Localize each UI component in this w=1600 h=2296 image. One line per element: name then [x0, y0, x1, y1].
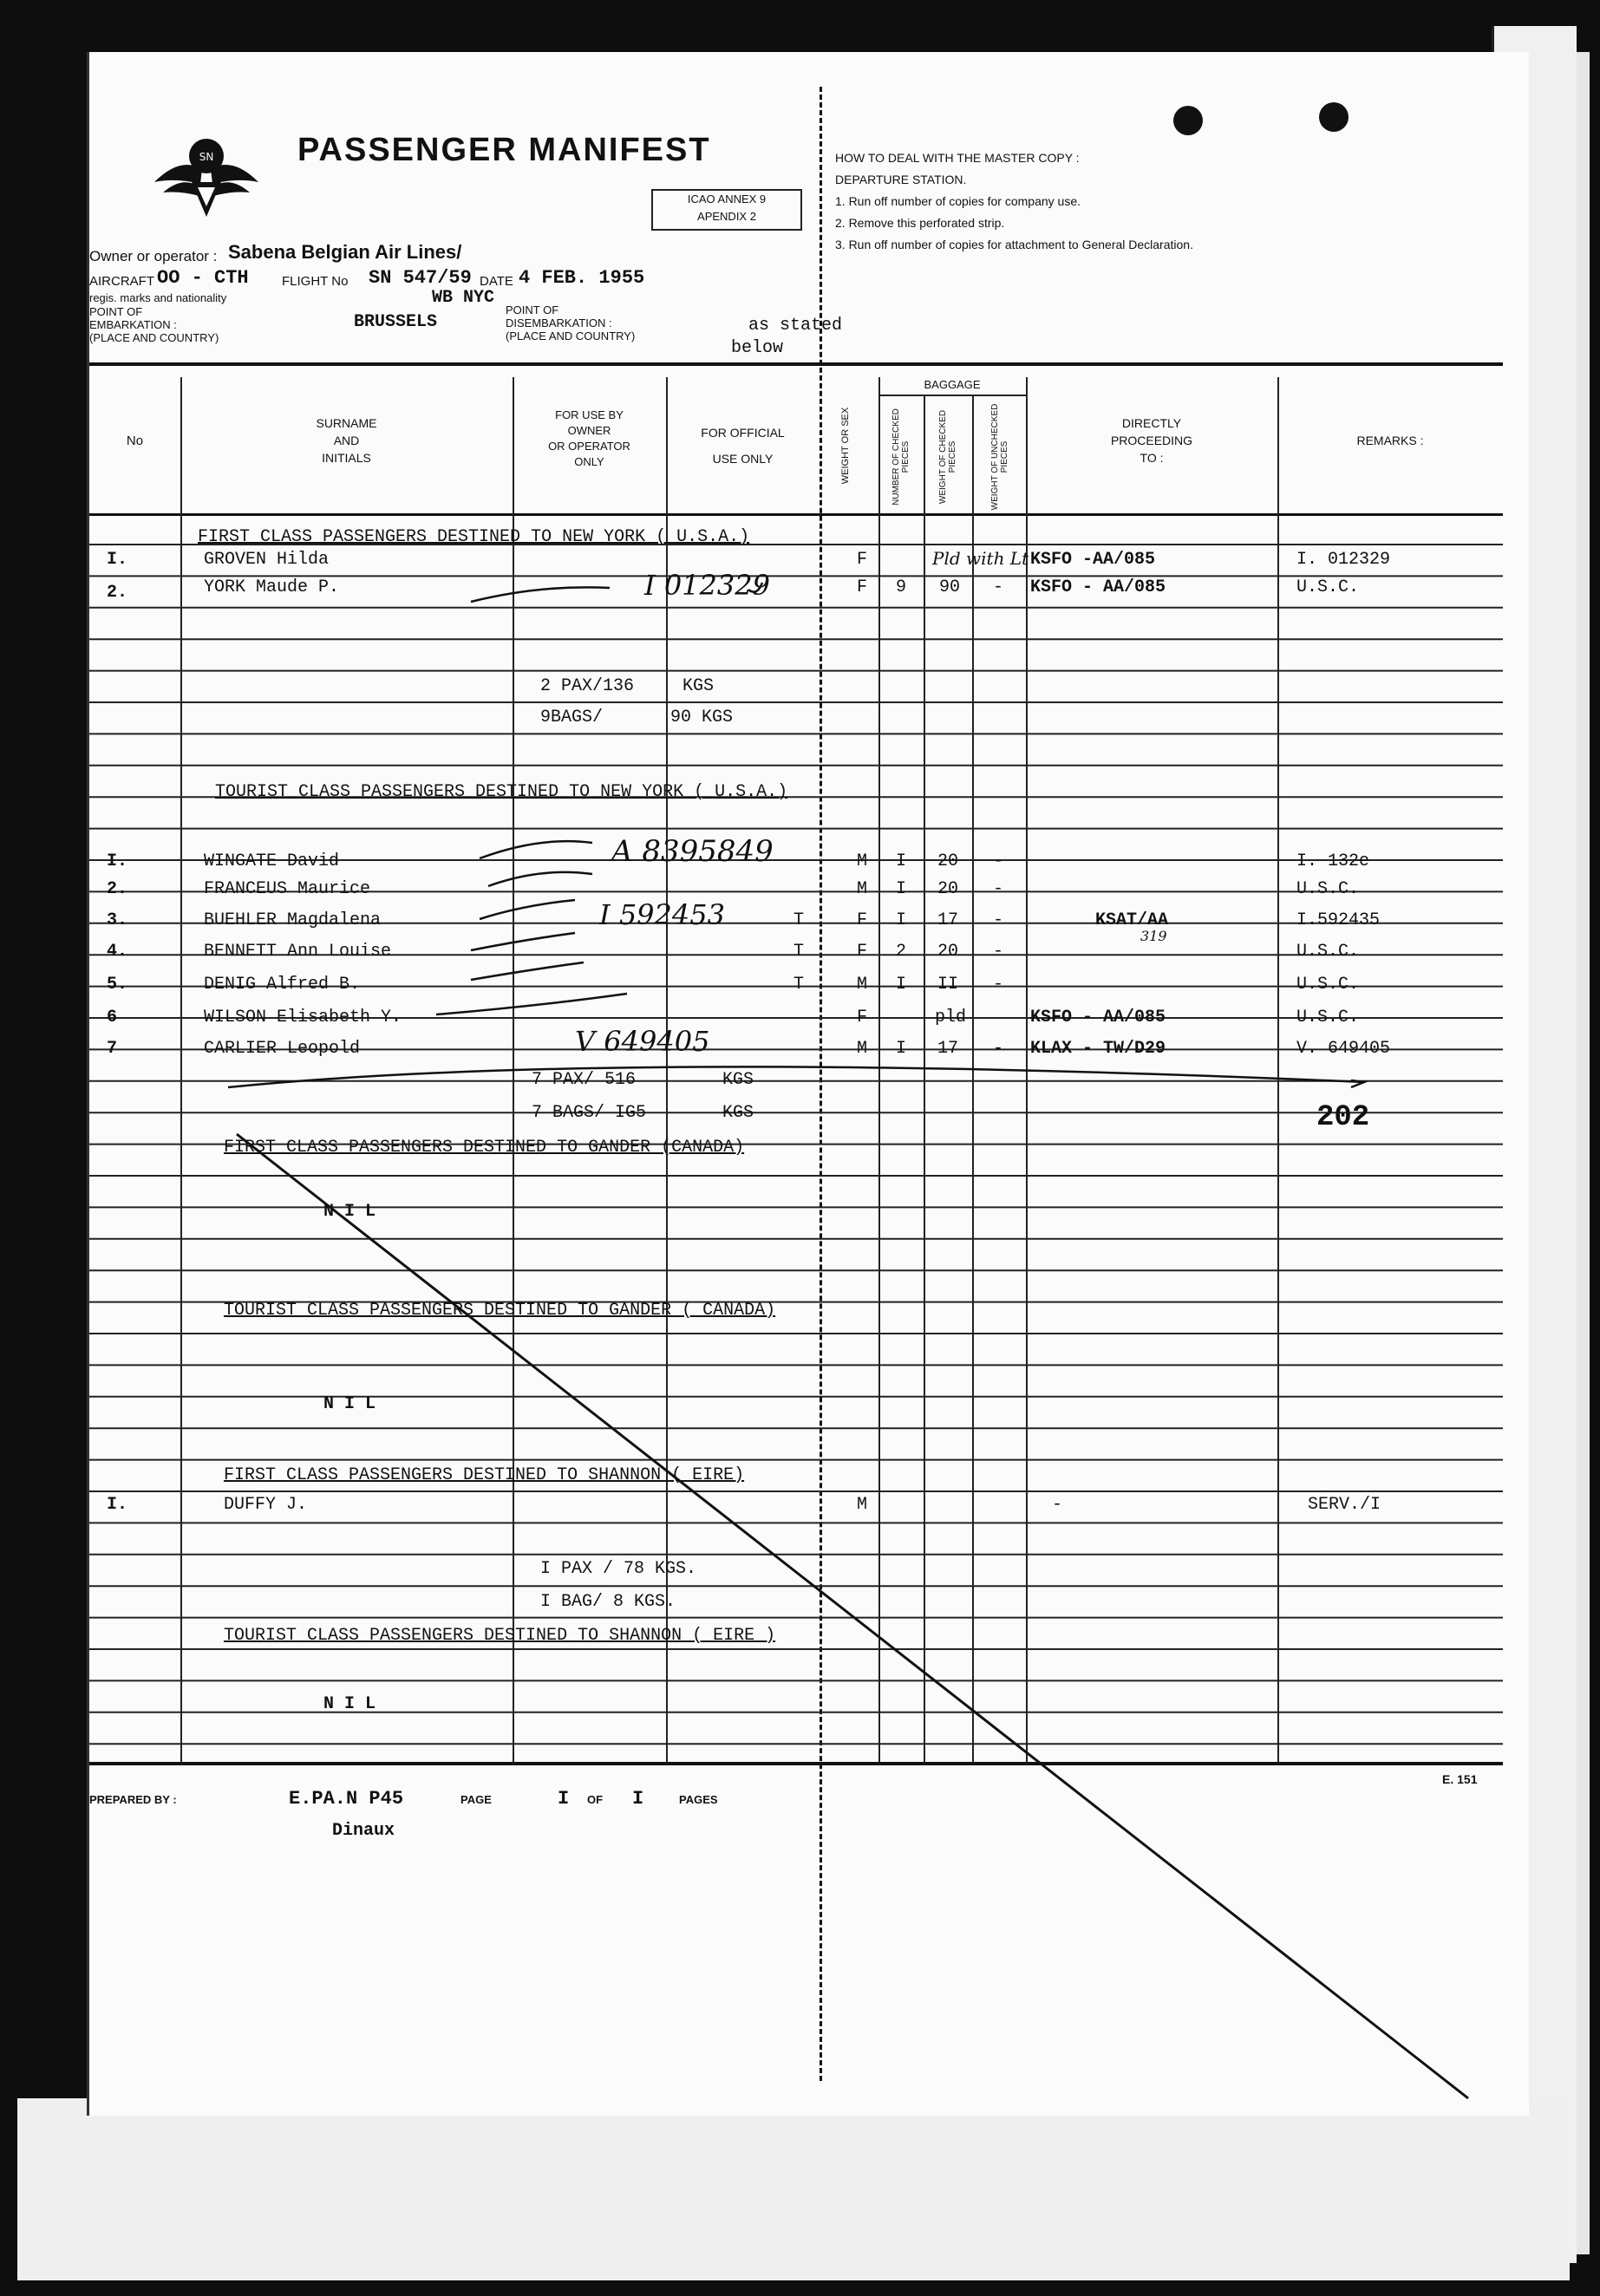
section-heading: TOURIST CLASS PASSENGERS DESTINED TO SHANNON ( EIRE )	[224, 1626, 776, 1646]
col-header-line: SURNAME	[316, 416, 377, 430]
total-pax: I PAX / 78 KGS.	[540, 1559, 697, 1579]
row-pieces: I	[896, 851, 907, 871]
page-value: I	[558, 1788, 570, 1810]
col-header-line: OWNER	[567, 424, 611, 437]
col-header-line: PROCEEDING	[1110, 434, 1193, 447]
pages-label: PAGES	[679, 1793, 718, 1806]
row-name: GROVEN Hilda	[204, 550, 330, 570]
aircraft-value: OO - CTH	[157, 267, 249, 289]
col-header-line: AND	[333, 434, 360, 447]
row-dest: KSFO - AA/085	[1030, 577, 1166, 597]
row-sex: M	[857, 1495, 868, 1515]
icao-line-2: APENDIX 2	[697, 210, 756, 223]
row-pieces: I	[896, 879, 907, 899]
col-header-line: USE ONLY	[712, 452, 774, 466]
of-label: OF	[587, 1793, 604, 1806]
aircraft-label: AIRCRAFT	[89, 274, 154, 289]
handwritten-total: 202	[1316, 1101, 1370, 1134]
row-wchk: 17	[937, 910, 959, 930]
disembark-label-line: DISEMBARKATION :	[506, 316, 612, 329]
row-no: 2.	[107, 583, 128, 603]
row-remarks: U.S.C.	[1296, 577, 1360, 597]
col-header-weight-checked: WEIGHT OF CHECKED PIECES	[938, 409, 957, 505]
row-wchk: 20	[937, 879, 959, 899]
wb-value: WB NYC	[432, 288, 495, 308]
row-remarks: V. 649405	[1296, 1039, 1391, 1059]
row-name: BENNETT Ann Louise	[204, 942, 392, 962]
row-dest: KLAX - TW/D29	[1030, 1039, 1166, 1059]
total-pax-unit: KGS	[682, 676, 715, 696]
row-no: 3.	[107, 910, 128, 930]
col-header-line: FOR USE BY	[555, 408, 624, 421]
disembark-label-line: POINT OF	[506, 303, 559, 316]
row-wunchk: -	[993, 851, 1004, 871]
row-dest: KSFO -AA/085	[1030, 550, 1156, 570]
row-remarks: SERV./I	[1308, 1495, 1381, 1515]
row-wunchk: -	[993, 975, 1004, 995]
row-pieces: I	[896, 1039, 907, 1059]
total-bags: I BAG/ 8 KGS.	[540, 1592, 676, 1612]
row-no: I.	[107, 1495, 128, 1515]
row-remarks: I. 012329	[1296, 550, 1391, 570]
total-pax-unit: KGS	[722, 1070, 754, 1090]
row-remarks: U.S.C.	[1296, 1008, 1360, 1027]
owner-value: Sabena Belgian Air Lines/	[228, 241, 462, 263]
embark-label-line: (PLACE AND COUNTRY)	[89, 331, 219, 344]
section-heading: FIRST CLASS PASSENGERS DESTINED TO SHANNON ( EIRE)	[224, 1465, 745, 1485]
row-no: I.	[107, 550, 128, 570]
col-header-line: ONLY	[574, 455, 604, 468]
col-header-line: DIRECTLY	[1121, 416, 1182, 430]
row-sex: M	[857, 851, 868, 871]
instruction-line: 1. Run off number of copies for company use.	[835, 194, 1081, 208]
row-official: I 592453	[599, 898, 725, 931]
row-class: T	[793, 942, 805, 962]
col-header-weight-unchecked: WEIGHT OF UNCHECKED PIECES	[990, 403, 1009, 511]
disembark-label-line: (PLACE AND COUNTRY)	[506, 329, 636, 342]
section-heading: TOURIST CLASS PASSENGERS DESTINED TO NEW YORK ( U.S.A.)	[215, 782, 788, 802]
row-wchk: II	[937, 975, 959, 995]
date-value: 4 FEB. 1955	[519, 267, 645, 289]
col-header-line: OR OPERATOR	[548, 440, 630, 453]
section-heading: FIRST CLASS PASSENGERS DESTINED TO NEW YORK ( U.S.A.)	[198, 527, 750, 547]
row-pieces: I	[896, 910, 907, 930]
svg-text:SN: SN	[199, 151, 214, 163]
row-pieces: I	[896, 975, 907, 995]
row-wchk: 20	[937, 942, 959, 962]
total-pax: 2 PAX/136	[540, 676, 635, 696]
row-dest: KSAT/AA	[1095, 910, 1169, 930]
owner-label: Owner or operator :	[89, 248, 218, 264]
of-value: I	[632, 1788, 644, 1810]
disembark-value-2: below	[731, 338, 784, 358]
row-official: I 012329	[644, 569, 770, 602]
row-wunchk: -	[1052, 1495, 1063, 1515]
row-remarks: U.S.C.	[1296, 879, 1360, 899]
row-wunchk: -	[993, 1039, 1004, 1059]
date-label: DATE	[480, 274, 513, 289]
row-wunchk: -	[993, 879, 1004, 899]
row-sex: F	[857, 1008, 868, 1027]
flight-label: FLIGHT No	[282, 274, 349, 289]
instruction-line: DEPARTURE STATION.	[835, 173, 967, 186]
cancel-diagonal-line	[237, 1134, 1468, 2098]
col-header-line: INITIALS	[322, 451, 371, 465]
row-no: 4.	[107, 942, 128, 962]
instruction-line: 3. Run off number of copies for attachment to General Declaration.	[835, 238, 1193, 251]
row-no: 6	[107, 1008, 118, 1027]
row-name: FRANCEUS Maurice	[204, 879, 371, 899]
row-pieces: 9	[896, 577, 907, 597]
page-label: PAGE	[460, 1793, 492, 1806]
row-pieces: Pld with Lt	[932, 548, 1029, 569]
embark-label-line: POINT OF	[89, 305, 143, 318]
nil-entry: N I L	[323, 1694, 376, 1714]
row-wchk: pld	[935, 1008, 967, 1027]
row-class: T	[793, 975, 805, 995]
nil-entry: N I L	[323, 1202, 376, 1222]
row-pieces: 2	[896, 942, 907, 962]
total-bags-unit: KGS	[722, 1103, 754, 1123]
col-header-remarks: REMARKS :	[1356, 434, 1424, 447]
row-wunchk: -	[993, 910, 1004, 930]
row-wchk: 90	[939, 577, 961, 597]
total-bags-value: 90 KGS	[670, 708, 734, 727]
row-name: BUEHLER Magdalena	[204, 910, 382, 930]
row-dest-note: 319	[1140, 928, 1167, 944]
row-dest: KSFO - AA/085	[1030, 1008, 1166, 1027]
embark-value: BRUSSELS	[354, 312, 438, 332]
regis-label: regis. marks and nationality	[89, 291, 227, 304]
page-title: PASSENGER MANIFEST	[297, 132, 711, 168]
instruction-line: 2. Remove this perforated strip.	[835, 216, 1005, 230]
row-sex: F	[857, 577, 868, 597]
total-bags: 9BAGS/	[540, 708, 604, 727]
row-wunchk: -	[993, 942, 1004, 962]
row-sex: F	[857, 550, 868, 570]
total-bags: 7 BAGS/ IG5	[532, 1103, 647, 1123]
row-no: 2.	[107, 879, 128, 899]
icao-line-1: ICAO ANNEX 9	[687, 192, 767, 205]
row-remarks: I.592435	[1296, 910, 1381, 930]
row-class: T	[793, 910, 805, 930]
row-remarks: U.S.C.	[1296, 975, 1360, 995]
row-name: DUFFY J.	[224, 1495, 308, 1515]
row-remarks: U.S.C.	[1296, 942, 1360, 962]
row-sex: F	[857, 942, 868, 962]
row-name: WINGATE David	[204, 851, 340, 871]
row-no: 7	[107, 1039, 118, 1059]
row-name: YORK Maude P.	[204, 577, 340, 597]
col-header-line: TO :	[1140, 451, 1164, 465]
row-wchk: 17	[937, 1039, 959, 1059]
col-header-line: FOR OFFICIAL	[701, 426, 785, 440]
row-no: 5.	[107, 975, 128, 995]
section-heading: FIRST CLASS PASSENGERS DESTINED TO GANDER (CANADA)	[224, 1138, 745, 1158]
instruction-line: HOW TO DEAL WITH THE MASTER COPY :	[835, 151, 1080, 165]
row-official: V 649405	[575, 1025, 710, 1058]
form-number: E. 151	[1442, 1772, 1478, 1786]
row-name: DENIG Alfred B.	[204, 975, 361, 995]
underlying-sheet-bottom	[17, 2098, 1570, 2280]
row-official: A 8395849	[611, 834, 774, 869]
row-name: WILSON Elisabeth Y.	[204, 1008, 402, 1027]
total-pax: 7 PAX/ 516	[532, 1070, 637, 1090]
manifest-page	[87, 52, 1529, 2116]
prepared-name: Dinaux	[332, 1821, 395, 1841]
prepared-value: E.PA.N P45	[289, 1788, 404, 1810]
row-wunchk: -	[993, 577, 1004, 597]
section-heading: TOURIST CLASS PASSENGERS DESTINED TO GANDER ( CANADA)	[224, 1301, 776, 1321]
row-no: I.	[107, 851, 128, 871]
prepared-label: PREPARED BY :	[89, 1793, 177, 1806]
col-header-no: No	[126, 434, 144, 448]
disembark-value: as stated	[748, 316, 843, 336]
flight-value: SN 547/59	[369, 267, 472, 289]
row-sex: M	[857, 1039, 868, 1059]
row-sex: M	[857, 879, 868, 899]
row-sex: F	[857, 910, 868, 930]
row-name: CARLIER Leopold	[204, 1039, 361, 1059]
nil-entry: N I L	[323, 1394, 376, 1414]
col-header-weight-sex: WEIGHT OR SEX	[840, 407, 851, 485]
embark-label-line: EMBARKATION :	[89, 318, 177, 331]
col-header-num-checked: NUMBER OF CHECKED PIECES	[891, 408, 911, 506]
col-header-baggage: BAGGAGE	[924, 378, 981, 391]
row-wchk: 20	[937, 851, 959, 871]
row-sex: M	[857, 975, 868, 995]
row-remarks: I. 132e	[1296, 851, 1370, 871]
